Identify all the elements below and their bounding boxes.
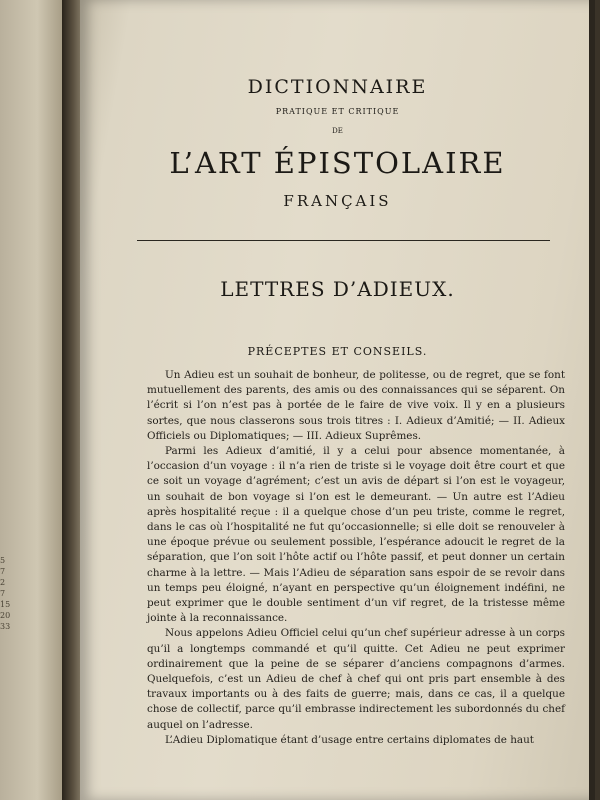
margin-number: 33 (0, 622, 11, 631)
body-text (147, 368, 565, 748)
header-main-title: L’ART ÉPISTOLAIRE (169, 146, 506, 180)
book-page (80, 0, 595, 800)
left-margin-numbers (0, 555, 14, 632)
margin-number: 20 (0, 611, 11, 620)
header-francais: FRANÇAIS (283, 192, 392, 210)
margin-number: 7 (0, 589, 6, 598)
paragraph: L’Adieu Diplomatique étant d’usage entre certains diplomates de haut (165, 733, 534, 746)
margin-number: 7 (0, 567, 6, 576)
header-de: DE (332, 127, 343, 135)
paragraph: Un Adieu est un souhait de bonheur, de politesse, ou de regret, que se font mutuellement des parents, des amis ou des connaissances qui se séparent. On l’écrit si l’on n’est pas à portée de le faire de vive voix. Il y en a plusieurs sortes, que nous classerons sous trois titres : I. Adieux d’Amitié; — II. Adieux Officiels ou Diplomatiques; — III. Adieux Suprêmes. (147, 369, 565, 442)
header-rule (137, 240, 550, 241)
paragraph: Parmi les Adieux d’amitié, il y a celui pour absence momentanée, à l’occasion d’un voyage : il n’a rien de triste si le voyage doit être court et que ce soit un voyage d’agrément; c’est un avis de départ si l’on est le voyageur, un souhait de bon voyage si l’on est le demeurant. — Un autre est l’Adieu après hospitalité reçue : il a quelque chose d’un peu triste, comme le regret, dans le cas où l’hospitalité ne fut qu’occasionnelle; si elle doit se renouveler à une époque prévue ou seulement possible, l’espérance adoucit le regret de la séparation, que l’on soit l’hôte actif ou l’hôte passif, et peut donner un certain charme à la lettre. — Mais l’Adieu de séparation sans espoir de se revoir dans un temps peu éloigné, n’ayant en perspective qu’un éloignement indéfini, ne peut exprimer que le double sentiment d’un vif regret, de la tristesse même jointe à la reconnaissance. (147, 445, 565, 625)
margin-number: 2 (0, 578, 6, 587)
paragraph: Nous appelons Adieu Officiel celui qu’un chef supérieur adresse à un corps qu’il a longtemps commandé et qu’il quitte. Cet Adieu ne peut exprimer ordinairement que la peine de se séparer d’anciens compagnons d’armes. Quelquefois, c’est un Adieu de chef à chef qui ont pris part ensemble à des travaux importants ou à des faits de guerre; mais, dans ce cas, il a quelque chose de collectif, parce qu’il embrasse indirectement les subordonnés du chef auquel on l’adresse. (147, 627, 565, 731)
header-pratique-critique: PRATIQUE ET CRITIQUE (275, 107, 400, 116)
margin-number: 5 (0, 556, 6, 565)
subsection-title: PRÉCEPTES ET CONSEILS. (247, 345, 428, 358)
section-title: LETTRES D’ADIEUX. (220, 277, 455, 301)
header-dictionnaire: DICTIONNAIRE (247, 76, 428, 98)
page-edge-shadow (589, 0, 595, 800)
previous-page-edge (0, 0, 64, 800)
margin-number: 15 (0, 600, 11, 609)
